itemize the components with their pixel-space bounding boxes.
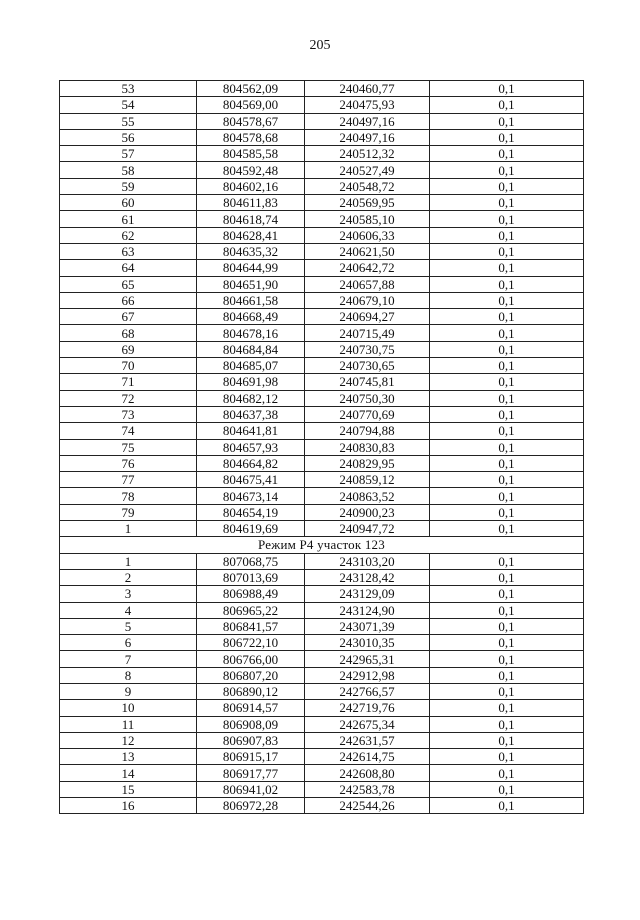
y-coordinate-cell: 240512,32 bbox=[305, 146, 430, 162]
coordinates-table bbox=[59, 80, 584, 814]
y-coordinate-cell: 242614,75 bbox=[305, 749, 430, 765]
table-row bbox=[60, 341, 584, 357]
x-coordinate-cell: 804592,48 bbox=[197, 162, 305, 178]
point-number-cell: 74 bbox=[60, 423, 197, 439]
point-number-cell: 71 bbox=[60, 374, 197, 390]
table-row bbox=[60, 553, 584, 569]
x-coordinate-cell: 804668,49 bbox=[197, 309, 305, 325]
accuracy-cell: 0,1 bbox=[430, 227, 584, 243]
table-row bbox=[60, 749, 584, 765]
y-coordinate-cell: 242766,57 bbox=[305, 683, 430, 699]
accuracy-cell: 0,1 bbox=[430, 406, 584, 422]
point-number-cell: 72 bbox=[60, 390, 197, 406]
x-coordinate-cell: 804644,99 bbox=[197, 260, 305, 276]
section-title: Режим Р4 участок 123 bbox=[60, 537, 584, 553]
accuracy-cell: 0,1 bbox=[430, 81, 584, 97]
point-number-cell: 12 bbox=[60, 732, 197, 748]
x-coordinate-cell: 804657,93 bbox=[197, 439, 305, 455]
y-coordinate-cell: 242965,31 bbox=[305, 651, 430, 667]
point-number-cell: 70 bbox=[60, 358, 197, 374]
point-number-cell: 56 bbox=[60, 129, 197, 145]
x-coordinate-cell: 804618,74 bbox=[197, 211, 305, 227]
x-coordinate-cell: 804661,58 bbox=[197, 292, 305, 308]
table-row bbox=[60, 146, 584, 162]
point-number-cell: 62 bbox=[60, 227, 197, 243]
y-coordinate-cell: 240730,75 bbox=[305, 341, 430, 357]
y-coordinate-cell: 240548,72 bbox=[305, 178, 430, 194]
y-coordinate-cell: 243071,39 bbox=[305, 618, 430, 634]
y-coordinate-cell: 240497,16 bbox=[305, 113, 430, 129]
point-number-cell: 60 bbox=[60, 195, 197, 211]
y-coordinate-cell: 240863,52 bbox=[305, 488, 430, 504]
accuracy-cell: 0,1 bbox=[430, 504, 584, 520]
y-coordinate-cell: 240694,27 bbox=[305, 309, 430, 325]
point-number-cell: 69 bbox=[60, 341, 197, 357]
y-coordinate-cell: 240770,69 bbox=[305, 406, 430, 422]
x-coordinate-cell: 806988,49 bbox=[197, 586, 305, 602]
section-header bbox=[60, 537, 584, 553]
point-number-cell: 9 bbox=[60, 683, 197, 699]
point-number-cell: 7 bbox=[60, 651, 197, 667]
table-row bbox=[60, 651, 584, 667]
table-row bbox=[60, 781, 584, 797]
x-coordinate-cell: 804637,38 bbox=[197, 406, 305, 422]
x-coordinate-cell: 806915,17 bbox=[197, 749, 305, 765]
x-coordinate-cell: 804673,14 bbox=[197, 488, 305, 504]
x-coordinate-cell: 806907,83 bbox=[197, 732, 305, 748]
y-coordinate-cell: 243010,35 bbox=[305, 635, 430, 651]
point-number-cell: 64 bbox=[60, 260, 197, 276]
accuracy-cell: 0,1 bbox=[430, 390, 584, 406]
y-coordinate-cell: 240794,88 bbox=[305, 423, 430, 439]
x-coordinate-cell: 806890,12 bbox=[197, 683, 305, 699]
accuracy-cell: 0,1 bbox=[430, 178, 584, 194]
y-coordinate-cell: 242544,26 bbox=[305, 798, 430, 814]
accuracy-cell: 0,1 bbox=[430, 651, 584, 667]
accuracy-cell: 0,1 bbox=[430, 635, 584, 651]
x-coordinate-cell: 804569,00 bbox=[197, 97, 305, 113]
y-coordinate-cell: 240527,49 bbox=[305, 162, 430, 178]
x-coordinate-cell: 804685,07 bbox=[197, 358, 305, 374]
table-row bbox=[60, 618, 584, 634]
point-number-cell: 6 bbox=[60, 635, 197, 651]
x-coordinate-cell: 804578,68 bbox=[197, 129, 305, 145]
x-coordinate-cell: 804654,19 bbox=[197, 504, 305, 520]
accuracy-cell: 0,1 bbox=[430, 732, 584, 748]
table-row bbox=[60, 683, 584, 699]
accuracy-cell: 0,1 bbox=[430, 325, 584, 341]
point-number-cell: 67 bbox=[60, 309, 197, 325]
y-coordinate-cell: 240750,30 bbox=[305, 390, 430, 406]
y-coordinate-cell: 243129,09 bbox=[305, 586, 430, 602]
point-number-cell: 79 bbox=[60, 504, 197, 520]
section-header-row bbox=[60, 537, 584, 553]
table-row bbox=[60, 439, 584, 455]
accuracy-cell: 0,1 bbox=[430, 781, 584, 797]
point-number-cell: 73 bbox=[60, 406, 197, 422]
point-number-cell: 4 bbox=[60, 602, 197, 618]
y-coordinate-cell: 242631,57 bbox=[305, 732, 430, 748]
accuracy-cell: 0,1 bbox=[430, 700, 584, 716]
point-number-cell: 75 bbox=[60, 439, 197, 455]
accuracy-cell: 0,1 bbox=[430, 146, 584, 162]
x-coordinate-cell: 806807,20 bbox=[197, 667, 305, 683]
accuracy-cell: 0,1 bbox=[430, 618, 584, 634]
table-row bbox=[60, 406, 584, 422]
accuracy-cell: 0,1 bbox=[430, 716, 584, 732]
table-row bbox=[60, 390, 584, 406]
table-row bbox=[60, 325, 584, 341]
point-number-cell: 2 bbox=[60, 569, 197, 585]
accuracy-cell: 0,1 bbox=[430, 439, 584, 455]
accuracy-cell: 0,1 bbox=[430, 569, 584, 585]
accuracy-cell: 0,1 bbox=[430, 423, 584, 439]
accuracy-cell: 0,1 bbox=[430, 374, 584, 390]
point-number-cell: 8 bbox=[60, 667, 197, 683]
accuracy-cell: 0,1 bbox=[430, 243, 584, 259]
x-coordinate-cell: 806914,57 bbox=[197, 700, 305, 716]
y-coordinate-cell: 240829,95 bbox=[305, 455, 430, 471]
accuracy-cell: 0,1 bbox=[430, 798, 584, 814]
x-coordinate-cell: 804602,16 bbox=[197, 178, 305, 194]
accuracy-cell: 0,1 bbox=[430, 455, 584, 471]
accuracy-cell: 0,1 bbox=[430, 521, 584, 537]
point-number-cell: 5 bbox=[60, 618, 197, 634]
y-coordinate-cell: 240475,93 bbox=[305, 97, 430, 113]
y-coordinate-cell: 240497,16 bbox=[305, 129, 430, 145]
accuracy-cell: 0,1 bbox=[430, 97, 584, 113]
x-coordinate-cell: 804641,81 bbox=[197, 423, 305, 439]
accuracy-cell: 0,1 bbox=[430, 765, 584, 781]
y-coordinate-cell: 242608,80 bbox=[305, 765, 430, 781]
table-row bbox=[60, 211, 584, 227]
accuracy-cell: 0,1 bbox=[430, 749, 584, 765]
table-row bbox=[60, 129, 584, 145]
table-row bbox=[60, 309, 584, 325]
y-coordinate-cell: 240859,12 bbox=[305, 472, 430, 488]
x-coordinate-cell: 804628,41 bbox=[197, 227, 305, 243]
table-row bbox=[60, 569, 584, 585]
x-coordinate-cell: 804682,12 bbox=[197, 390, 305, 406]
table-row bbox=[60, 716, 584, 732]
point-number-cell: 14 bbox=[60, 765, 197, 781]
y-coordinate-cell: 243124,90 bbox=[305, 602, 430, 618]
y-coordinate-cell: 240657,88 bbox=[305, 276, 430, 292]
table-row bbox=[60, 227, 584, 243]
table-row bbox=[60, 113, 584, 129]
x-coordinate-cell: 806941,02 bbox=[197, 781, 305, 797]
y-coordinate-cell: 240947,72 bbox=[305, 521, 430, 537]
point-number-cell: 58 bbox=[60, 162, 197, 178]
accuracy-cell: 0,1 bbox=[430, 553, 584, 569]
x-coordinate-cell: 806766,00 bbox=[197, 651, 305, 667]
y-coordinate-cell: 242912,98 bbox=[305, 667, 430, 683]
point-number-cell: 61 bbox=[60, 211, 197, 227]
x-coordinate-cell: 804678,16 bbox=[197, 325, 305, 341]
x-coordinate-cell: 804635,32 bbox=[197, 243, 305, 259]
table-row bbox=[60, 243, 584, 259]
accuracy-cell: 0,1 bbox=[430, 211, 584, 227]
table-row bbox=[60, 423, 584, 439]
table-row bbox=[60, 472, 584, 488]
accuracy-cell: 0,1 bbox=[430, 683, 584, 699]
accuracy-cell: 0,1 bbox=[430, 113, 584, 129]
coordinates-block-2 bbox=[60, 553, 584, 814]
accuracy-cell: 0,1 bbox=[430, 195, 584, 211]
accuracy-cell: 0,1 bbox=[430, 667, 584, 683]
accuracy-cell: 0,1 bbox=[430, 162, 584, 178]
y-coordinate-cell: 240460,77 bbox=[305, 81, 430, 97]
point-number-cell: 65 bbox=[60, 276, 197, 292]
point-number-cell: 10 bbox=[60, 700, 197, 716]
y-coordinate-cell: 240679,10 bbox=[305, 292, 430, 308]
x-coordinate-cell: 807013,69 bbox=[197, 569, 305, 585]
table-row bbox=[60, 700, 584, 716]
x-coordinate-cell: 806908,09 bbox=[197, 716, 305, 732]
accuracy-cell: 0,1 bbox=[430, 472, 584, 488]
table-row bbox=[60, 798, 584, 814]
y-coordinate-cell: 243103,20 bbox=[305, 553, 430, 569]
point-number-cell: 15 bbox=[60, 781, 197, 797]
table-row bbox=[60, 504, 584, 520]
accuracy-cell: 0,1 bbox=[430, 292, 584, 308]
page-number: 205 bbox=[309, 38, 331, 53]
x-coordinate-cell: 804619,69 bbox=[197, 521, 305, 537]
y-coordinate-cell: 240900,23 bbox=[305, 504, 430, 520]
x-coordinate-cell: 806841,57 bbox=[197, 618, 305, 634]
point-number-cell: 59 bbox=[60, 178, 197, 194]
point-number-cell: 55 bbox=[60, 113, 197, 129]
accuracy-cell: 0,1 bbox=[430, 488, 584, 504]
table-row bbox=[60, 97, 584, 113]
accuracy-cell: 0,1 bbox=[430, 358, 584, 374]
point-number-cell: 57 bbox=[60, 146, 197, 162]
x-coordinate-cell: 804691,98 bbox=[197, 374, 305, 390]
x-coordinate-cell: 804684,84 bbox=[197, 341, 305, 357]
y-coordinate-cell: 240830,83 bbox=[305, 439, 430, 455]
accuracy-cell: 0,1 bbox=[430, 276, 584, 292]
y-coordinate-cell: 240569,95 bbox=[305, 195, 430, 211]
table-row bbox=[60, 455, 584, 471]
y-coordinate-cell: 240730,65 bbox=[305, 358, 430, 374]
y-coordinate-cell: 240745,81 bbox=[305, 374, 430, 390]
accuracy-cell: 0,1 bbox=[430, 602, 584, 618]
y-coordinate-cell: 243128,42 bbox=[305, 569, 430, 585]
accuracy-cell: 0,1 bbox=[430, 586, 584, 602]
x-coordinate-cell: 806917,77 bbox=[197, 765, 305, 781]
point-number-cell: 1 bbox=[60, 521, 197, 537]
table-row bbox=[60, 667, 584, 683]
coordinates-block-1 bbox=[60, 81, 584, 537]
point-number-cell: 68 bbox=[60, 325, 197, 341]
x-coordinate-cell: 804651,90 bbox=[197, 276, 305, 292]
table-row bbox=[60, 732, 584, 748]
y-coordinate-cell: 240715,49 bbox=[305, 325, 430, 341]
point-number-cell: 3 bbox=[60, 586, 197, 602]
point-number-cell: 77 bbox=[60, 472, 197, 488]
table-row bbox=[60, 195, 584, 211]
point-number-cell: 76 bbox=[60, 455, 197, 471]
x-coordinate-cell: 804664,82 bbox=[197, 455, 305, 471]
y-coordinate-cell: 240606,33 bbox=[305, 227, 430, 243]
table-row bbox=[60, 260, 584, 276]
accuracy-cell: 0,1 bbox=[430, 260, 584, 276]
table-row bbox=[60, 81, 584, 97]
table-row bbox=[60, 635, 584, 651]
point-number-cell: 63 bbox=[60, 243, 197, 259]
y-coordinate-cell: 240642,72 bbox=[305, 260, 430, 276]
x-coordinate-cell: 806722,10 bbox=[197, 635, 305, 651]
x-coordinate-cell: 804585,58 bbox=[197, 146, 305, 162]
point-number-cell: 78 bbox=[60, 488, 197, 504]
y-coordinate-cell: 242719,76 bbox=[305, 700, 430, 716]
point-number-cell: 13 bbox=[60, 749, 197, 765]
table-row bbox=[60, 521, 584, 537]
table-row bbox=[60, 292, 584, 308]
x-coordinate-cell: 804578,67 bbox=[197, 113, 305, 129]
table-row bbox=[60, 374, 584, 390]
accuracy-cell: 0,1 bbox=[430, 309, 584, 325]
y-coordinate-cell: 242583,78 bbox=[305, 781, 430, 797]
x-coordinate-cell: 804675,41 bbox=[197, 472, 305, 488]
x-coordinate-cell: 806972,28 bbox=[197, 798, 305, 814]
table-row bbox=[60, 358, 584, 374]
point-number-cell: 66 bbox=[60, 292, 197, 308]
table-row bbox=[60, 586, 584, 602]
point-number-cell: 11 bbox=[60, 716, 197, 732]
point-number-cell: 54 bbox=[60, 97, 197, 113]
accuracy-cell: 0,1 bbox=[430, 129, 584, 145]
point-number-cell: 1 bbox=[60, 553, 197, 569]
y-coordinate-cell: 240585,10 bbox=[305, 211, 430, 227]
table-row bbox=[60, 765, 584, 781]
accuracy-cell: 0,1 bbox=[430, 341, 584, 357]
x-coordinate-cell: 806965,22 bbox=[197, 602, 305, 618]
table-row bbox=[60, 602, 584, 618]
x-coordinate-cell: 807068,75 bbox=[197, 553, 305, 569]
table-row bbox=[60, 276, 584, 292]
table-row bbox=[60, 178, 584, 194]
x-coordinate-cell: 804611,83 bbox=[197, 195, 305, 211]
table-row bbox=[60, 488, 584, 504]
y-coordinate-cell: 242675,34 bbox=[305, 716, 430, 732]
point-number-cell: 16 bbox=[60, 798, 197, 814]
y-coordinate-cell: 240621,50 bbox=[305, 243, 430, 259]
point-number-cell: 53 bbox=[60, 81, 197, 97]
table-row bbox=[60, 162, 584, 178]
x-coordinate-cell: 804562,09 bbox=[197, 81, 305, 97]
